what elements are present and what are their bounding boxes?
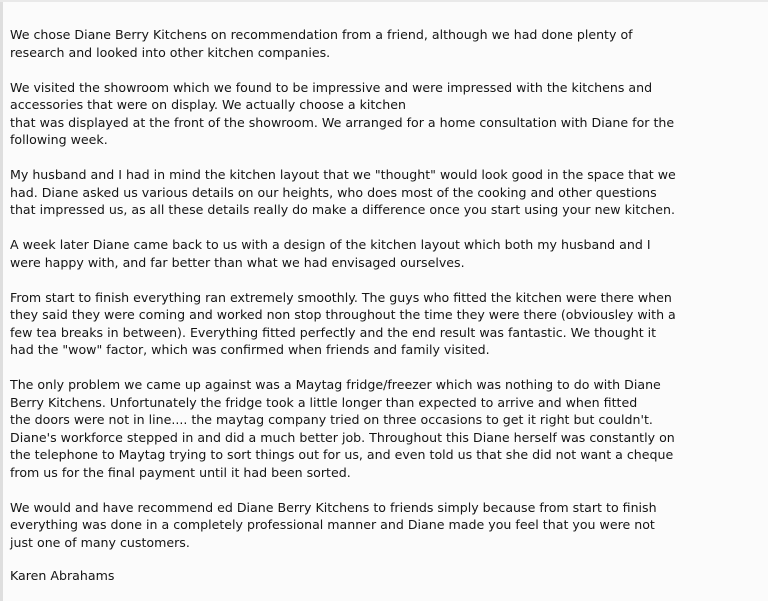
paragraph-recommendation: We chose Diane Berry Kitchens on recommendation from a friend, although we had done plenty of research and looked into other kitchen companies.	[10, 27, 633, 60]
scan-left-edge	[0, 0, 3, 601]
paragraph-fridge-problem: The only problem we came up against was a Maytag fridge/freezer which was nothing to do with Diane Berry Kitchens. Unfortunately the fridge took a little longer than expected to arrive and when fitted the doors were not in line.... the maytag company tried on three occasions to get it right but couldn't. Diane's workforce stepped in and did a much better job. Throughout this Diane herself was constantly on the telephone to Maytag trying to sort things out for us, and even told us that she did not want a cheque from us for the final payment until it had been sorted.	[10, 377, 675, 480]
scan-top-edge	[0, 0, 768, 2]
paragraph-showroom: We visited the showroom which we found to be impressive and were impressed with the kitchens and accessories that were on display. We actually choose a kitchen that was displayed at the front of the showroom. We arranged for a home consultation with Diane for the following week.	[10, 79, 675, 147]
paragraph-fitting: From start to finish everything ran extremely smoothly. The guys who fitted the kitchen were there when they said they were coming and worked non stop throughout the time they were there (obviousley with a few tea breaks in between). Everything fitted perfectly and the end result was fantastic. We thought it had the "wow" factor, which was confirmed when friends and family visited.	[10, 289, 676, 357]
paragraph-closing: We would and have recommend ed Diane Berry Kitchens to friends simply because from start to finish everything was done in a completely professional manner and Diane made you feel that you were not just one of many customers.	[10, 499, 657, 550]
paragraph-design: A week later Diane came back to us with a design of the kitchen layout which both my husband and I were happy with, and far better than what we had envisaged ourselves.	[10, 237, 651, 270]
letter-body	[10, 26, 762, 569]
paragraph-layout: My husband and I had in mind the kitchen layout that we "thought" would look good in the space that we had. Diane asked us various details on our heights, who does most of the cooking and other questions that impressed us, as all these details really do make a difference once you start using your new kitchen.	[10, 167, 676, 217]
signature-name: Karen Abrahams	[10, 568, 115, 583]
